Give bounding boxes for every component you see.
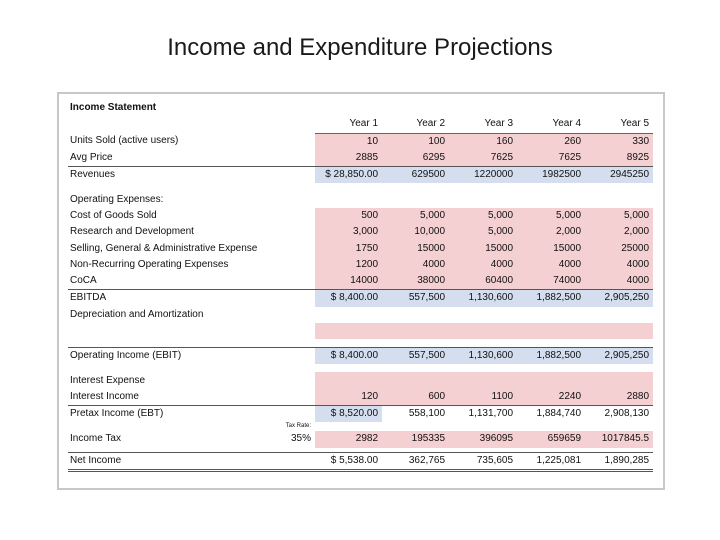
table-cell[interactable]: 2,905,250 (585, 290, 653, 307)
table-cell[interactable]: 2,905,250 (585, 348, 653, 365)
table-cell[interactable] (517, 323, 585, 339)
avg-price-row (68, 150, 653, 167)
table-cell[interactable]: 1100 (449, 389, 517, 406)
table-cell[interactable] (449, 323, 517, 339)
table-cell[interactable]: 4000 (585, 273, 653, 290)
table-cell[interactable]: 2,000 (585, 224, 653, 240)
table-cell[interactable]: 120 (315, 389, 382, 406)
opex-heading-row (68, 191, 653, 207)
ebit-row (68, 348, 653, 365)
table-cell[interactable]: 8925 (585, 150, 653, 167)
table-cell[interactable]: 1,225,081 (517, 452, 585, 470)
row-label: Revenues (68, 167, 278, 184)
table-cell[interactable]: 2885 (315, 150, 382, 167)
row-label: Selling, General & Administrative Expense (70, 242, 258, 254)
table-cell[interactable]: $ 5,538.00 (315, 452, 382, 470)
row-label: Operating Income (EBIT) (68, 348, 278, 365)
table-cell[interactable]: 2,000 (517, 224, 585, 240)
table-row (68, 100, 653, 116)
table-cell[interactable]: 1,130,600 (449, 290, 517, 307)
table-cell[interactable]: 3,000 (315, 224, 382, 240)
table-cell[interactable]: 4000 (382, 257, 449, 273)
table-cell[interactable]: 15000 (449, 240, 517, 256)
cogs-row (68, 208, 653, 224)
table-cell[interactable] (585, 372, 653, 388)
dna-row (68, 307, 653, 323)
table-cell[interactable]: 2880 (585, 389, 653, 406)
table-cell[interactable]: 10,000 (382, 224, 449, 240)
table-cell[interactable]: 2240 (517, 389, 585, 406)
table-cell[interactable]: $ 8,400.00 (315, 348, 382, 365)
table-cell[interactable]: $ 28,850.00 (315, 167, 382, 184)
table-cell[interactable]: 557,500 (382, 290, 449, 307)
spacer-row (68, 364, 653, 372)
tax-rate-label-row (68, 422, 653, 431)
table-cell[interactable] (585, 323, 653, 339)
section-heading: Operating Expenses: (70, 193, 164, 205)
row-label: Units Sold (active users) (70, 135, 179, 147)
year-header: Year 4 (517, 116, 585, 133)
revenues-row (68, 167, 653, 184)
table-cell[interactable] (315, 323, 382, 339)
row-label: CoCA (70, 275, 97, 287)
table-cell[interactable]: 5,000 (517, 208, 585, 224)
table-cell[interactable]: 1,890,285 (585, 452, 653, 470)
table-cell[interactable]: 1,130,600 (449, 348, 517, 365)
nonrec-row (68, 257, 653, 273)
row-label: Cost of Goods Sold (70, 209, 157, 221)
table-cell[interactable] (315, 372, 382, 388)
interest-expense-row (68, 372, 653, 388)
rnd-row (68, 224, 653, 240)
table-cell[interactable]: 4000 (517, 257, 585, 273)
table-cell[interactable]: 1,131,700 (449, 406, 517, 423)
tax-rate-value[interactable]: 35% (291, 433, 312, 445)
table-cell[interactable]: 260 (517, 133, 585, 150)
table-cell[interactable]: 5,000 (449, 208, 517, 224)
table-cell[interactable]: 557,500 (382, 348, 449, 365)
year-header: Year 2 (382, 116, 449, 133)
row-label: Non-Recurring Operating Expenses (70, 258, 229, 270)
sga-row (68, 240, 653, 256)
spacer-row (68, 339, 653, 348)
table-cell[interactable]: 659659 (517, 431, 585, 447)
income-statement-table (68, 100, 653, 472)
coca-row (68, 273, 653, 290)
ebitda-row (68, 290, 653, 307)
net-income-row (68, 452, 653, 470)
year-header: Year 1 (315, 116, 382, 133)
table-cell[interactable]: 74000 (517, 273, 585, 290)
dna-input-row (68, 323, 653, 339)
table-cell[interactable]: 735,605 (449, 452, 517, 470)
tax-rate-label: Tax Rate: (285, 423, 312, 430)
table-cell[interactable]: 60400 (449, 273, 517, 290)
row-label: Avg Price (70, 152, 113, 164)
row-label: Interest Expense (70, 374, 146, 386)
table-cell[interactable]: $ 8,520.00 (315, 406, 382, 423)
table-cell[interactable]: 1,882,500 (517, 290, 585, 307)
table-cell[interactable]: $ 8,400.00 (315, 290, 382, 307)
table-cell[interactable]: 500 (315, 208, 382, 224)
table-cell[interactable]: 2945250 (585, 167, 653, 184)
table-cell[interactable]: 362,765 (382, 452, 449, 470)
income-tax-row (68, 431, 653, 447)
table-cell[interactable] (382, 372, 449, 388)
table-cell[interactable]: 25000 (585, 240, 653, 256)
row-label: Interest Income (70, 390, 139, 402)
table-cell[interactable]: 7625 (449, 150, 517, 167)
table-cell[interactable]: 160 (449, 133, 517, 150)
sheet-heading: Income Statement (70, 102, 157, 114)
ebt-row (68, 406, 653, 423)
table-cell[interactable]: 330 (585, 133, 653, 150)
table-cell[interactable]: 100 (382, 133, 449, 150)
table-cell[interactable] (449, 372, 517, 388)
table-cell[interactable] (517, 372, 585, 388)
table-cell[interactable]: 38000 (382, 273, 449, 290)
table-cell[interactable]: 7625 (517, 150, 585, 167)
row-label: Research and Development (70, 226, 194, 238)
year-header: Year 3 (449, 116, 517, 133)
table-cell[interactable]: 396095 (449, 431, 517, 447)
row-label: EBITDA (68, 290, 278, 307)
row-label: Net Income (68, 452, 278, 470)
table-cell[interactable]: 4000 (449, 257, 517, 273)
table-cell[interactable]: 600 (382, 389, 449, 406)
interest-income-row (68, 389, 653, 406)
table-cell[interactable]: 1750 (315, 240, 382, 256)
year-header: Year 5 (585, 116, 653, 133)
table-cell[interactable]: 14000 (315, 273, 382, 290)
table-cell[interactable]: 1017845.5 (585, 431, 653, 447)
year-header-row (68, 116, 653, 133)
table-cell[interactable]: 1,884,740 (517, 406, 585, 423)
row-label: Pretax Income (EBT) (68, 406, 278, 423)
table-cell[interactable]: 10 (315, 133, 382, 150)
table-cell[interactable]: 15000 (382, 240, 449, 256)
table-cell[interactable]: 1200 (315, 257, 382, 273)
table-cell[interactable]: 2982 (315, 431, 382, 447)
units-sold-row (68, 133, 653, 150)
table-cell[interactable]: 1,882,500 (517, 348, 585, 365)
table-cell[interactable]: 4000 (585, 257, 653, 273)
spreadsheet-frame (57, 92, 665, 490)
table-cell[interactable]: 5,000 (449, 224, 517, 240)
slide-title: Income and Expenditure Projections (167, 34, 553, 61)
row-label: Income Tax (70, 433, 121, 445)
table-cell[interactable]: 629500 (382, 167, 449, 184)
table-cell[interactable]: 1220000 (449, 167, 517, 184)
table-cell[interactable]: 5,000 (585, 208, 653, 224)
table-cell[interactable]: 1982500 (517, 167, 585, 184)
table-cell[interactable]: 6295 (382, 150, 449, 167)
table-cell[interactable]: 2,908,130 (585, 406, 653, 423)
spacer-row (68, 183, 653, 191)
table-cell[interactable]: 558,100 (382, 406, 449, 423)
table-cell[interactable]: 195335 (382, 431, 449, 447)
table-cell[interactable] (382, 323, 449, 339)
income-statement-sheet (68, 100, 653, 472)
table-cell[interactable]: 5,000 (382, 208, 449, 224)
table-cell[interactable]: 15000 (517, 240, 585, 256)
row-label: Depreciation and Amortization (70, 308, 204, 320)
